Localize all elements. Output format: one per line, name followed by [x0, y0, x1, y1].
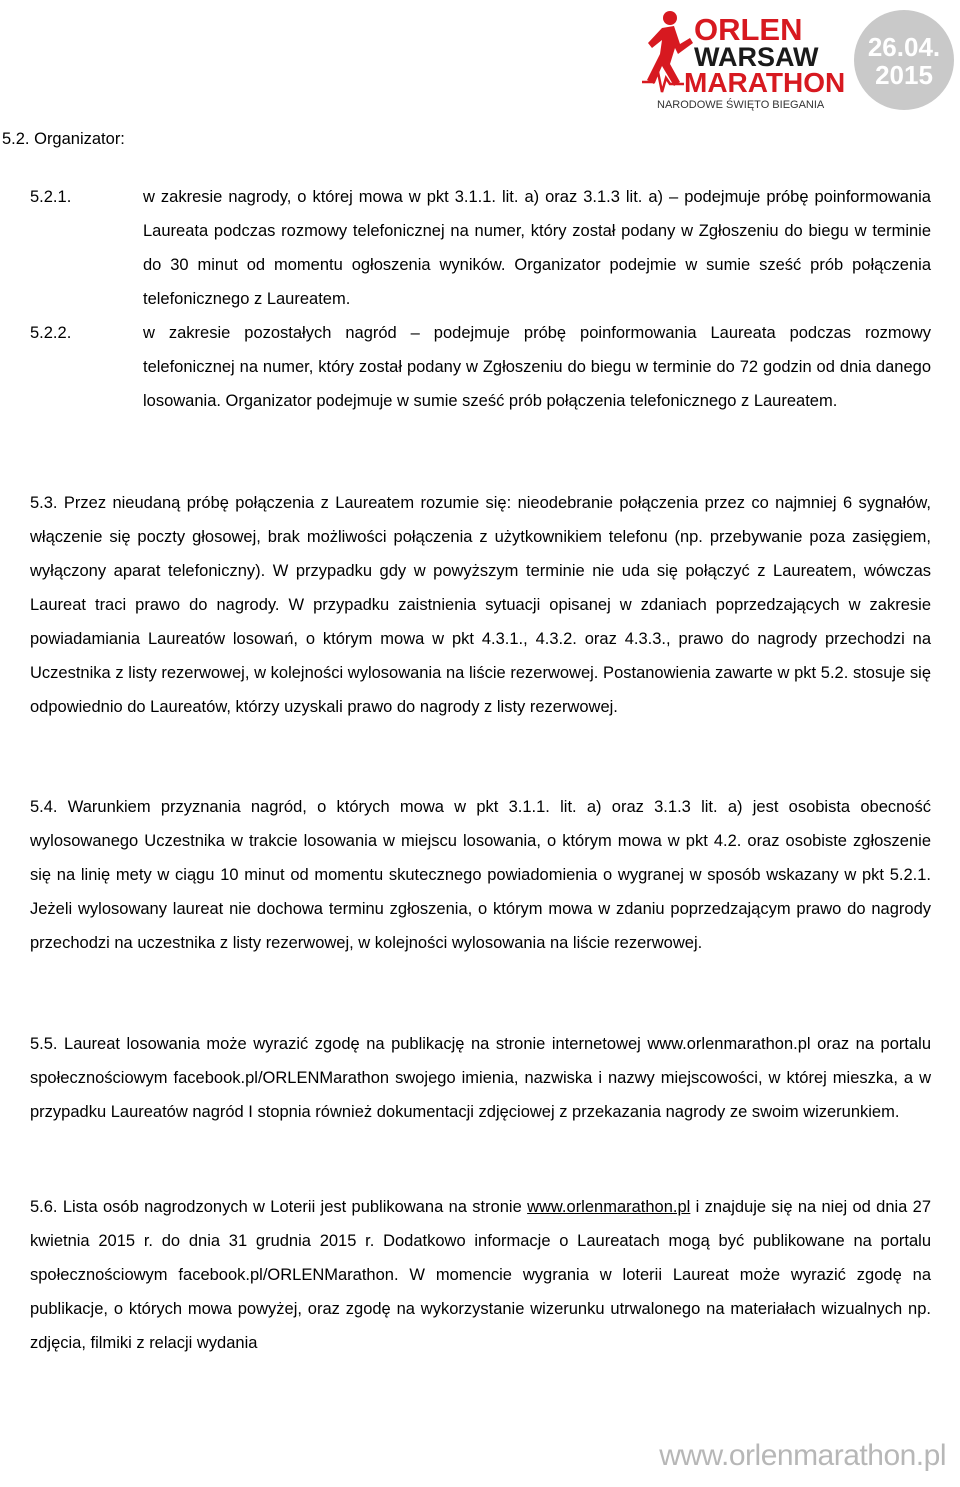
- paragraph-5-4: 5.4. Warunkiem przyznania nagród, o których mowa w pkt 3.1.1. lit. a) oraz 3.1.3 lit. a) jest osobista obecność wylosowanego Uczestnika w trakcie losowania w miejscu losowania, o którym mowa w pkt 4.2. oraz osobiste zgłoszenie się na linię mety w ciągu 10 minut od momentu skutecznego powiadomienia o wygranej w sposób wskazany w pkt 5.2.1. Jeżeli wylosowany laureat nie dochowa terminu zgłoszenia, o którym mowa w zdaniu poprzedzającym prawo do nagrody przechodzi na uczestnika z listy rezerwowej, w kolejności wylosowania na liście rezerwowej.: [30, 798, 931, 952]
- paragraph-5-6-rest: i znajduje się na niej od dnia 27 kwietnia 2015 r. do dnia 31 grudnia 2015 r. Dodatkowo informacje o Laureatach mogą być publikowane na portalu społecznościowym facebook.pl/ORLENMarathon. W momencie wygrania w loterii Laureat może wyrazić zgodę na publikacje, o których mowa powyżej, oraz zgodę na wykorzystanie wizerunku utrwalonego na materiałach wizualnych np. zdjęcia, filmiki z relacji wydania: [30, 1198, 932, 1352]
- marathon-logo-graphic: [640, 4, 954, 116]
- paragraph-number: 5.2.1.: [30, 188, 72, 206]
- paragraph-5-3: 5.3. Przez nieudaną próbę połączenia z Laureatem rozumie się: nieodebranie połączenia przez co najmniej 6 sygnałów, włączenie się poczty głosowej, brak możliwości połączenia z użytkownikiem telefonu (np. przebywanie poza zasięgiem, wyłączony aparat telefoniczny). W przypadku gdy w powyższym terminie nie uda się połączyć z Laureatem, wówczas Laureat traci prawo do nagrody. W przypadku zaistnienia sytuacji opisanej w zdaniach poprzedzających w zakresie powiadamiania Laureatów losowań, o którym mowa w pkt 4.3.1., 4.3.2. oraz 4.3.3., prawo do nagrody przechodzi na Uczestnika z listy rezerwowej, w kolejności wylosowania na liście rezerwowej. Postanowienia zawarte w pkt 5.2. stosuje się odpowiednio do Laureatów, którzy uzyskali prawo do nagrody z listy rezerwowej.: [30, 494, 931, 716]
- paragraph-5-2-2: w zakresie pozostałych nagród – podejmuje próbę poinformowania Laureata podczas rozmowy telefonicznej na numer, który został podany w Zgłoszeniu do biegu w terminie do 72 godzin od dnia danego losowania. Organizator podejmuje w sumie sześć prób połączenia telefonicznego z Laureatem.: [143, 324, 931, 410]
- date-day: 26.04.: [867, 32, 941, 62]
- paragraph-5-5: 5.5. Laureat losowania może wyrazić zgodę na publikację na stronie internetowej www.orlenmarathon.pl oraz na portalu społecznościowym facebook.pl/ORLENMarathon swojego imienia, nazwiska i nazwy miejscowości, w której mieszka, a w przypadku Laureatów nagród I stopnia również dokumentacji zdjęciowej z przekazania nagrody ze swoim wizerunkiem.: [30, 1035, 931, 1121]
- paragraph-number: 5.2.2.: [30, 324, 72, 342]
- footer-website-url: www.orlenmarathon.pl: [659, 1439, 946, 1472]
- logo-tagline: NARODOWE ŚWIĘTO BIEGANIA: [657, 99, 825, 111]
- paragraph-5-6: [30, 1190, 931, 1360]
- date-badge: [854, 10, 954, 110]
- paragraph-5-6-intro: 5.6. Lista osób nagrodzonych w Loterii jest publikowana na stronie: [30, 1198, 528, 1216]
- orlen-warsaw-marathon-logo: [640, 4, 954, 116]
- date-year: 2015: [875, 60, 933, 90]
- paragraph-5-2-1: w zakresie nagrody, o której mowa w pkt 3.1.1. lit. a) oraz 3.1.3 lit. a) – podejmuje próbę poinformowania Laureata podczas rozmowy telefonicznej na numer, który został podany w Zgłoszeniu do biegu w terminie do 30 minut od momentu ogłoszenia wyników. Organizator podejmie w sumie sześć prób połączenia telefonicznego z Laureatem.: [143, 188, 931, 308]
- logo-orlen: ORLEN: [694, 12, 803, 47]
- section-5-2-heading: 5.2. Organizator:: [2, 130, 125, 148]
- logo-warsaw: WARSAW: [694, 42, 819, 72]
- logo-marathon: MARATHON: [684, 67, 846, 98]
- orlenmarathon-link[interactable]: www.orlenmarathon.pl: [527, 1198, 691, 1216]
